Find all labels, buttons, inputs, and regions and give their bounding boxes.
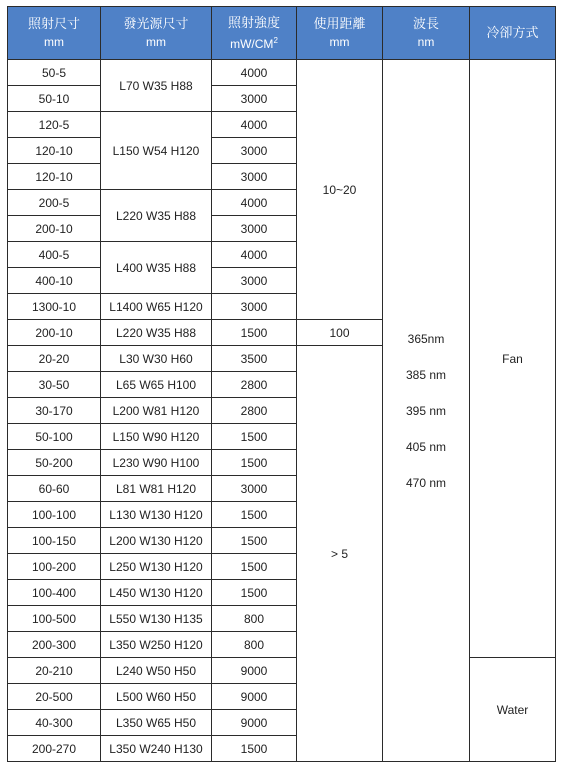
size-cell: 20-210 — [8, 658, 101, 684]
intensity-cell: 3000 — [212, 268, 297, 294]
light-source-cell: L220 W35 H88 — [101, 190, 212, 242]
wavelength-365: 365nm — [407, 331, 445, 346]
light-source-cell: L350 W250 H120 — [101, 632, 212, 658]
light-source-cell: L500 W60 H50 — [101, 684, 212, 710]
light-source-cell: L550 W130 H135 — [101, 606, 212, 632]
size-cell: 100-150 — [8, 528, 101, 554]
intensity-cell: 3000 — [212, 164, 297, 190]
intensity-cell: 4000 — [212, 190, 297, 216]
size-cell: 30-170 — [8, 398, 101, 424]
intensity-cell: 1500 — [212, 736, 297, 762]
intensity-cell: 800 — [212, 606, 297, 632]
size-cell: 120-5 — [8, 112, 101, 138]
light-source-cell: L220 W35 H88 — [101, 320, 212, 346]
intensity-cell: 1500 — [212, 424, 297, 450]
distance-cell: > 5 — [297, 346, 383, 762]
intensity-cell: 4000 — [212, 60, 297, 86]
table-row — [8, 658, 556, 684]
size-cell: 100-500 — [8, 606, 101, 632]
header-intensity: 照射強度 $mW/CM^2$ — [212, 7, 297, 60]
table-row — [8, 60, 556, 86]
size-cell: 100-100 — [8, 502, 101, 528]
size-cell: 100-200 — [8, 554, 101, 580]
size-cell: 100-400 — [8, 580, 101, 606]
size-cell: 20-20 — [8, 346, 101, 372]
light-source-cell: L1400 W65 H120 — [101, 294, 212, 320]
distance-cell: 10~20 — [297, 60, 383, 320]
size-cell: 400-5 — [8, 242, 101, 268]
size-cell: 60-60 — [8, 476, 101, 502]
light-source-cell: L65 W65 H100 — [101, 372, 212, 398]
light-source-cell: L350 W65 H50 — [101, 710, 212, 736]
intensity-cell: 1500 — [212, 320, 297, 346]
size-cell: 30-50 — [8, 372, 101, 398]
light-source-cell: L70 W35 H88 — [101, 60, 212, 112]
size-cell: 200-5 — [8, 190, 101, 216]
header-irradiation-size: 照射尺寸 mm — [8, 7, 101, 60]
wavelength-cell — [383, 60, 470, 762]
light-source-cell: L230 W90 H100 — [101, 450, 212, 476]
intensity-cell: 3000 — [212, 476, 297, 502]
intensity-cell: 9000 — [212, 684, 297, 710]
header-wavelength: 波長 nm — [383, 7, 470, 60]
intensity-cell: 9000 — [212, 658, 297, 684]
light-source-cell: L250 W130 H120 — [101, 554, 212, 580]
intensity-cell: 4000 — [212, 112, 297, 138]
wavelength-470: 470 nm — [405, 475, 447, 490]
size-cell: 1300-10 — [8, 294, 101, 320]
header-cooling: 冷卻方式 — [470, 7, 556, 60]
light-source-cell: L150 W90 H120 — [101, 424, 212, 450]
light-source-cell: L200 W130 H120 — [101, 528, 212, 554]
size-cell: 400-10 — [8, 268, 101, 294]
header-light-source-size: 發光源尺寸 mm — [101, 7, 212, 60]
light-source-cell: L200 W81 H120 — [101, 398, 212, 424]
size-cell: 50-5 — [8, 60, 101, 86]
intensity-cell: 2800 — [212, 398, 297, 424]
size-cell: 50-10 — [8, 86, 101, 112]
intensity-cell: 1500 — [212, 502, 297, 528]
intensity-cell: 1500 — [212, 450, 297, 476]
intensity-cell: 1500 — [212, 528, 297, 554]
intensity-cell: 800 — [212, 632, 297, 658]
light-source-cell: L81 W81 H120 — [101, 476, 212, 502]
intensity-cell: 3000 — [212, 86, 297, 112]
header-working-distance: 使用距離 mm — [297, 7, 383, 60]
light-source-cell: L240 W50 H50 — [101, 658, 212, 684]
size-cell: 50-200 — [8, 450, 101, 476]
size-cell: 200-270 — [8, 736, 101, 762]
table-body — [8, 60, 556, 762]
table-header — [8, 7, 556, 60]
intensity-cell: 1500 — [212, 580, 297, 606]
size-cell: 50-100 — [8, 424, 101, 450]
light-source-cell: L130 W130 H120 — [101, 502, 212, 528]
size-cell: 200-10 — [8, 320, 101, 346]
cooling-fan-cell: Fan — [470, 60, 556, 658]
size-cell: 120-10 — [8, 138, 101, 164]
intensity-cell: 2800 — [212, 372, 297, 398]
intensity-cell: 3500 — [212, 346, 297, 372]
size-cell: 40-300 — [8, 710, 101, 736]
uv-spec-table — [7, 6, 556, 762]
light-source-cell: L350 W240 H130 — [101, 736, 212, 762]
wavelength-385: 385 nm — [405, 367, 447, 382]
size-cell: 120-10 — [8, 164, 101, 190]
size-cell: 200-10 — [8, 216, 101, 242]
intensity-cell: 3000 — [212, 138, 297, 164]
light-source-cell: L400 W35 H88 — [101, 242, 212, 294]
intensity-cell: 3000 — [212, 216, 297, 242]
intensity-cell: 1500 — [212, 554, 297, 580]
distance-cell: 100 — [297, 320, 383, 346]
size-cell: 200-300 — [8, 632, 101, 658]
intensity-cell: 4000 — [212, 242, 297, 268]
intensity-cell: 9000 — [212, 710, 297, 736]
intensity-cell: 3000 — [212, 294, 297, 320]
light-source-cell: L450 W130 H120 — [101, 580, 212, 606]
light-source-cell: L150 W54 H120 — [101, 112, 212, 190]
size-cell: 20-500 — [8, 684, 101, 710]
cooling-water-cell: Water — [470, 658, 556, 762]
wavelength-395: 395 nm — [405, 403, 447, 418]
wavelength-405: 405 nm — [405, 439, 447, 454]
light-source-cell: L30 W30 H60 — [101, 346, 212, 372]
